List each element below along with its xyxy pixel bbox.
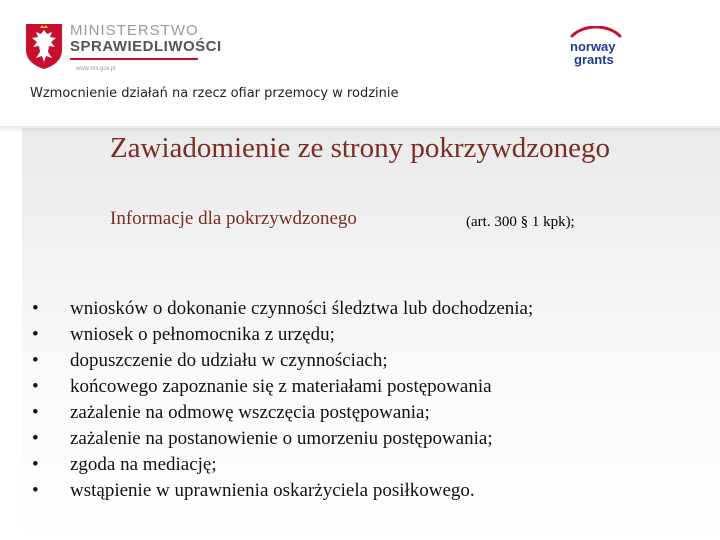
bullet-icon: • [32,350,39,371]
ministry-url: www.ms.gov.pl [76,66,116,72]
list-item-text: wniosek o pełnomocnika z urzędu; [70,324,335,345]
legal-reference: (art. 300 § 1 kpk); [466,214,575,230]
ministry-underline [70,58,198,60]
list-item [32,374,533,400]
list-item-text: zażalenie na odmowę wszczęcia postępowania; [70,402,430,423]
norway-grants-line1: norway [570,39,616,54]
list-item [32,296,533,322]
list-item [32,452,533,478]
bullet-icon: • [32,402,39,423]
polish-eagle-emblem-icon [24,22,64,70]
project-tagline: Wzmocnienie działań na rzecz ofiar przemocy w rodzinie [30,86,399,101]
list-item-text: dopuszczenie do udziału w czynnościach; [70,350,388,371]
ministry-name-line1: MINISTERSTWO [70,22,199,39]
norway-grants-logo-icon [566,26,626,70]
bullet-icon: • [32,376,39,397]
slide-subtitle: Informacje dla pokrzywdzonego [110,208,357,229]
bullet-list [32,296,533,504]
list-item-text: zażalenie na postanowienie o umorzeniu postępowania; [70,428,493,449]
slide-title: Zawiadomienie ze strony pokrzywdzonego [109,132,611,164]
bullet-icon: • [32,480,39,501]
bullet-icon: • [32,298,39,319]
list-item-text: zgoda na mediację; [70,454,217,475]
list-item [32,322,533,348]
bullet-icon: • [32,428,39,449]
bullet-icon: • [32,454,39,475]
list-item [32,426,533,452]
slide-header [0,0,720,128]
list-item [32,478,533,504]
list-item [32,400,533,426]
ministry-name-line2: SPRAWIEDLIWOŚCI [70,38,222,55]
list-item [32,348,533,374]
norway-grants-line2: grants [574,52,614,67]
list-item-text: wniosków o dokonanie czynności śledztwa lub dochodzenia; [70,298,534,319]
bullet-icon: • [32,324,39,345]
list-item-text: końcowego zapoznanie się z materiałami postępowania [70,376,492,397]
list-item-text: wstąpienie w uprawnienia oskarżyciela posiłkowego. [70,480,475,501]
